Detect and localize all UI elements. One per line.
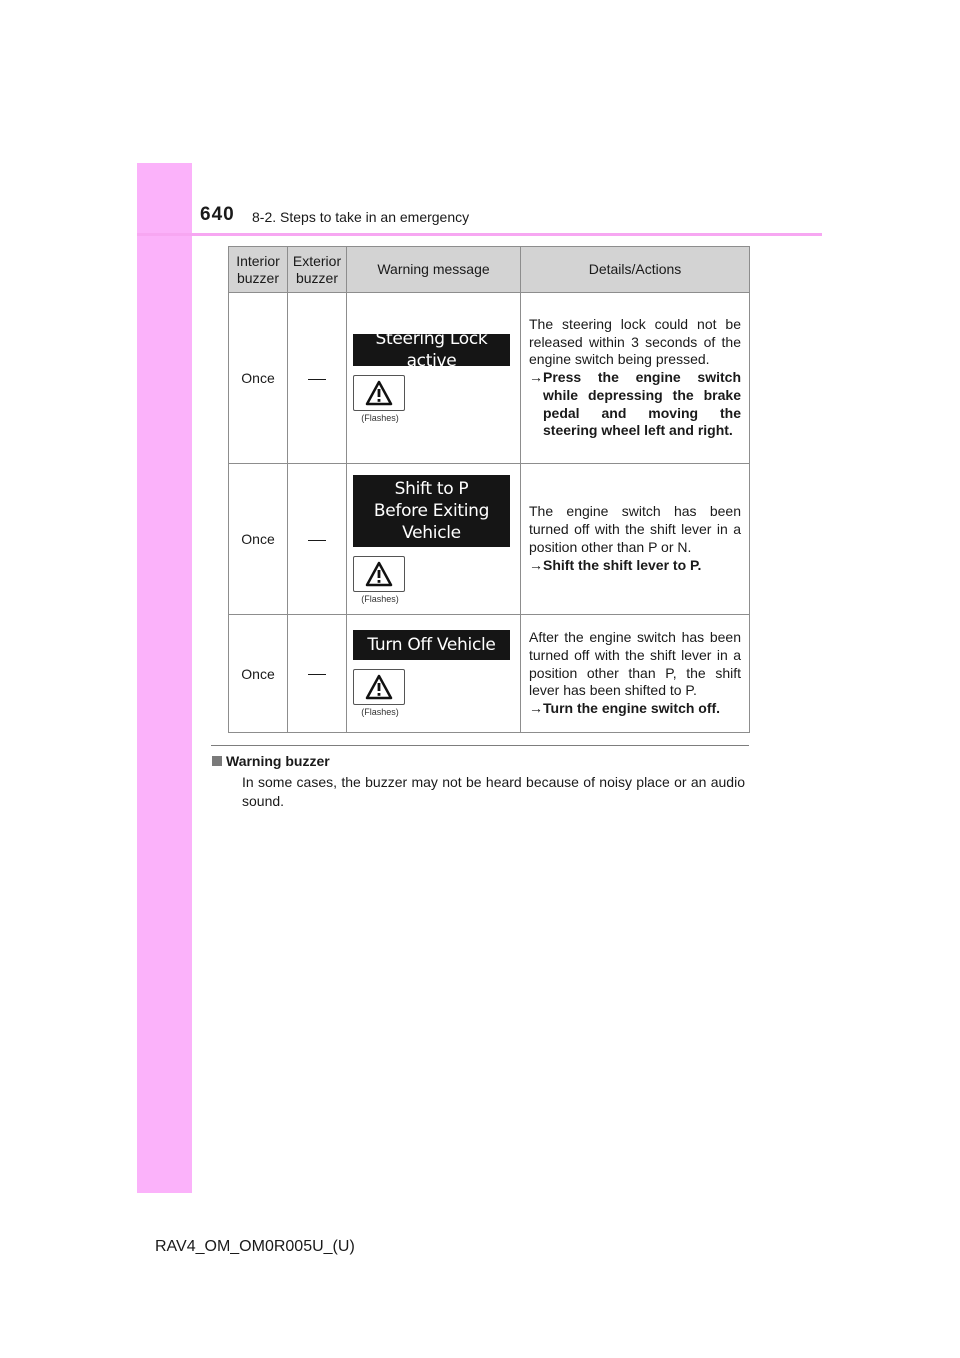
- dash-mark: [308, 379, 326, 380]
- warning-message-cell: [347, 615, 521, 733]
- warning-message-cell: [347, 464, 521, 615]
- column-header-message: Warning message: [347, 247, 521, 293]
- warning-message-display: [353, 475, 510, 547]
- action-instruction: [529, 369, 741, 440]
- message-line: Turn Off Vehicle: [367, 635, 496, 655]
- interior-buzzer-cell: Once: [229, 615, 288, 733]
- message-line: Shift to P: [394, 478, 469, 499]
- exterior-buzzer-cell: [288, 464, 347, 615]
- flashes-label: (Flashes): [361, 412, 399, 423]
- message-line: Vehicle: [402, 522, 461, 543]
- warning-message-display: [353, 630, 510, 660]
- page-number: 640: [200, 204, 235, 225]
- details-cell: [521, 293, 750, 464]
- table-row: [229, 464, 750, 615]
- arrow-icon: →: [529, 556, 543, 573]
- square-bullet-icon: [212, 756, 222, 766]
- section-divider: [211, 745, 749, 746]
- table-header-row: [229, 247, 750, 293]
- footer-code: RAV4_OM_OM0R005U_(U): [155, 1238, 355, 1255]
- message-line: Before Exiting: [373, 500, 490, 521]
- interior-buzzer-cell: Once: [229, 464, 288, 615]
- note-heading-text: Warning buzzer: [226, 753, 330, 769]
- header-rule: [137, 233, 822, 236]
- flashes-label: (Flashes): [361, 707, 399, 717]
- flashes-label: (Flashes): [361, 593, 399, 604]
- warning-triangle-icon: [353, 669, 405, 705]
- warning-triangle-icon: [353, 375, 405, 411]
- exterior-buzzer-cell: [288, 615, 347, 733]
- action-instruction: [529, 557, 741, 575]
- details-cell: [521, 464, 750, 615]
- warning-message-cell: [347, 293, 521, 464]
- action-text: Turn the engine switch off.: [543, 700, 721, 717]
- details-text: The engine switch has been turned off with the shift lever in a position other than P or N.: [529, 503, 741, 555]
- details-text: The steering lock could not be released within 3 seconds of the engine switch being pressed.: [529, 315, 741, 368]
- dash-mark: [308, 540, 326, 541]
- section-title: 8-2. Steps to take in an emergency: [252, 209, 470, 225]
- arrow-icon: →: [529, 369, 543, 386]
- warning-message-display: [353, 328, 510, 371]
- interior-buzzer-cell: Once: [229, 293, 288, 464]
- table-row: [229, 293, 750, 464]
- details-text: After the engine switch has been turned off with the shift lever in a position other than P, the shift lever has been shifted to P.: [529, 629, 741, 699]
- column-header-details: Details/Actions: [521, 247, 750, 293]
- message-line: Steering Lock active: [375, 328, 488, 371]
- warning-table: [228, 246, 750, 733]
- note-body: In some cases, the buzzer may not be heard because of noisy place or an audio sound.: [242, 774, 745, 809]
- side-band: [137, 163, 192, 1193]
- warning-triangle-icon: [353, 556, 405, 592]
- column-header-exterior: Exterior buzzer: [288, 247, 347, 293]
- exterior-buzzer-cell: [288, 293, 347, 464]
- note-heading: [212, 753, 330, 769]
- action-text: Shift the shift lever to P.: [543, 556, 702, 573]
- details-cell: [521, 615, 750, 733]
- action-text: Press the engine switch while depressing the brake pedal and moving the steering wheel left and right.: [543, 369, 741, 439]
- column-header-interior: Interior buzzer: [229, 247, 288, 293]
- table-row: [229, 615, 750, 733]
- arrow-icon: →: [529, 700, 543, 717]
- dash-mark: [308, 674, 326, 675]
- action-instruction: [529, 700, 741, 718]
